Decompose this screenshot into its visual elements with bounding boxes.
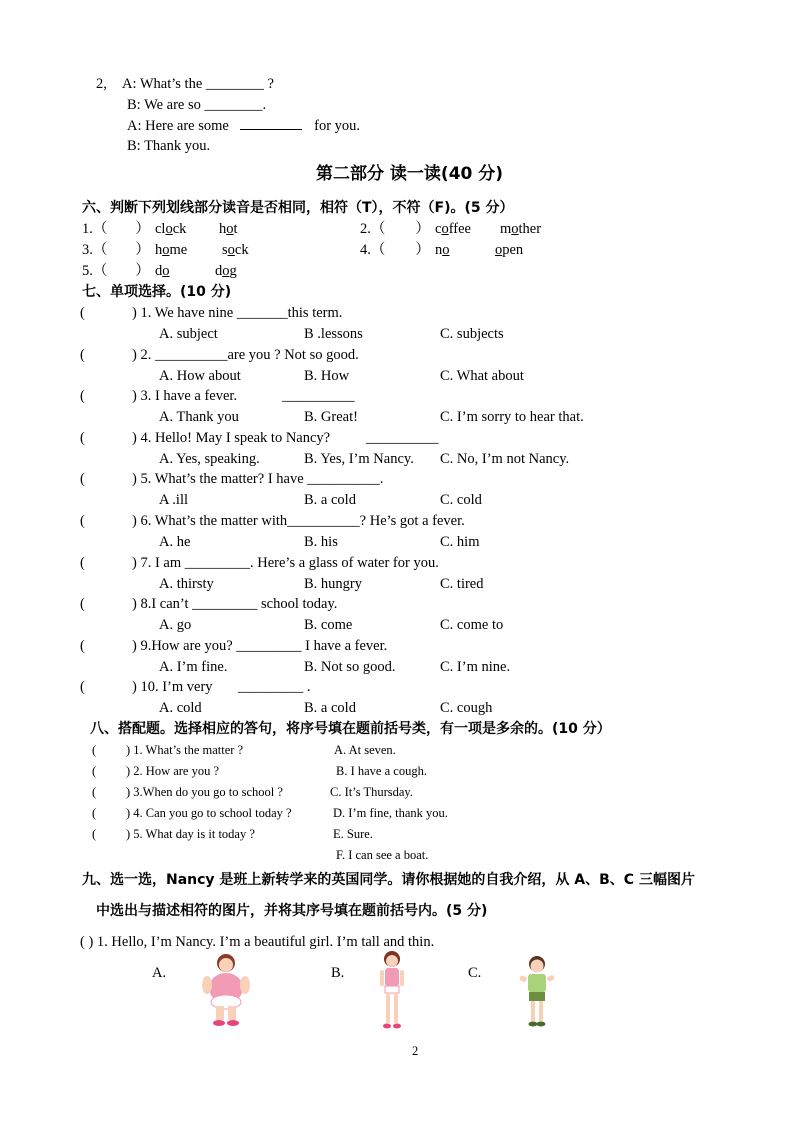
phonics-word-sock: sock [222, 242, 249, 258]
dialog-line-3 [127, 116, 360, 135]
phonics-word-no: no [435, 242, 450, 258]
option-a[interactable]: A. I’m fine. [159, 658, 228, 675]
dialog-line-3-end: for you. [314, 118, 361, 134]
phonics-word-home: home [155, 242, 188, 258]
option-b-label: B. [331, 965, 345, 981]
answer-paren-open[interactable]: ( [80, 388, 85, 405]
matching-answer: D. I’m fine, thank you. [333, 806, 448, 820]
question-blank: __________ [366, 429, 439, 446]
option-b[interactable]: B. Not so good. [304, 658, 396, 675]
question-text: ) 8.I can’t _________ school today. [132, 596, 338, 613]
question-text: ) 10. I’m very [132, 679, 213, 696]
phonics-item-3 [82, 241, 150, 259]
boy-picture[interactable] [514, 954, 560, 1030]
dialog-line-1: A: What’s the ________ ? [122, 76, 274, 92]
phonics-item-2 [360, 220, 430, 238]
question-text: ) 7. I am _________. Here’s a glass of water for you. [132, 554, 439, 571]
chubby-girl-picture[interactable] [198, 952, 254, 1028]
option-b[interactable]: B. a cold [304, 492, 356, 509]
phonics-word-clock: clock [155, 221, 187, 237]
option-c[interactable]: C. No, I’m not Nancy. [440, 450, 570, 467]
matching-question: ) 5. What day is it today ? [126, 827, 255, 841]
question-text: ) 6. What’s the matter with__________? He’s got a fever. [132, 513, 465, 529]
dialog-line-4: B: Thank you. [127, 138, 211, 154]
question-text: ) 9.How are you? _________ I have a fever. [132, 637, 388, 654]
section-eight-title: 八、搭配题。选择相应的答句，将序号填在题前括号类，有一项是多余的。(10 分） [90, 721, 611, 737]
question-text: ) 5. What’s the matter? I have __________. [132, 471, 384, 488]
matching-question: ) 2. How are you ? [126, 764, 220, 778]
bracket-close: ） [415, 221, 430, 237]
answer-blank[interactable] [240, 116, 302, 130]
item-number: 5.（ [82, 263, 108, 279]
answer-paren-open[interactable]: ( [80, 554, 85, 571]
phonics-word-open: open [495, 242, 524, 258]
option-c[interactable]: C. What about [440, 367, 524, 384]
answer-paren-open[interactable]: ( [80, 513, 85, 529]
option-b[interactable]: B .lessons [304, 326, 363, 342]
matching-answer: E. Sure. [333, 827, 373, 841]
option-a[interactable]: A. Thank you [159, 409, 239, 426]
option-c[interactable]: C. subjects [440, 326, 504, 342]
question-text: ) 2. __________are you ? Not so good. [132, 346, 359, 363]
answer-paren-open[interactable]: ( [80, 346, 85, 363]
phonics-item-5 [82, 262, 150, 280]
matching-answer: F. I can see a boat. [336, 848, 429, 862]
question-text: ) 4. Hello! May I speak to Nancy? [132, 429, 331, 446]
section-nine-title-line-1: 九、选一选，Nancy 是班上新转学来的英国同学。请你根据她的自我介绍，从 A、B、C 三幅图片 [82, 872, 695, 888]
thin-girl-picture[interactable] [372, 950, 412, 1032]
matching-answer: B. I have a cough. [336, 764, 427, 778]
matching-question: ) 1. What’s the matter ? [126, 743, 244, 757]
answer-paren-open[interactable]: ( [80, 637, 85, 654]
matching-answer: A. At seven. [334, 743, 396, 757]
option-a[interactable]: A. he [159, 534, 191, 550]
dialog-line-2: B: We are so ________. [127, 97, 267, 113]
option-c-label: C. [468, 965, 482, 981]
question-blank: __________ [282, 388, 355, 405]
option-b[interactable]: B. hungry [304, 575, 362, 592]
question-text: ) 3. I have a fever. [132, 388, 238, 405]
bracket-close: ） [135, 221, 150, 237]
section-nine-title-line-2: 中选出与描述相符的图片，并将其序号填在题前括号内。(5 分) [96, 903, 488, 919]
option-c[interactable]: C. cough [440, 700, 493, 717]
section-seven-title: 七、单项选择。(10 分) [82, 284, 232, 300]
answer-paren-open[interactable]: ( [92, 827, 97, 841]
phonics-word-coffee: coffee [435, 221, 471, 237]
bracket-close: ） [135, 242, 150, 258]
answer-paren-open[interactable]: ( [92, 806, 97, 820]
matching-question: ) 4. Can you go to school today ? [126, 806, 292, 820]
answer-paren-open[interactable]: ( [80, 429, 85, 446]
option-b[interactable]: B. How [304, 367, 350, 384]
answer-paren-open[interactable]: ( [92, 743, 97, 757]
phonics-item-4 [360, 241, 430, 259]
option-b[interactable]: B. Great! [304, 409, 358, 426]
option-b[interactable]: B. a cold [304, 700, 356, 717]
option-a[interactable]: A. Yes, speaking. [159, 450, 260, 467]
option-c[interactable]: C. him [440, 534, 480, 550]
phonics-word-dog: dog [215, 263, 237, 279]
phonics-word-do: do [155, 263, 170, 279]
item-number: 4.（ [360, 242, 386, 258]
option-a[interactable]: A. go [159, 617, 192, 634]
phonics-word-hot: hot [219, 221, 238, 237]
dialog-number: 2, [96, 76, 107, 92]
answer-paren-open[interactable]: ( [80, 679, 85, 696]
answer-paren-open[interactable]: ( [80, 596, 85, 613]
matching-answer: C. It’s Thursday. [330, 785, 413, 799]
option-a[interactable]: A. thirsty [159, 575, 214, 592]
bracket-close: ） [415, 242, 430, 258]
question-blank: _________ . [238, 679, 311, 696]
picture-question: ( ) 1. Hello, I’m Nancy. I’m a beautiful girl. I’m tall and thin. [80, 934, 435, 950]
option-b[interactable]: B. Yes, I’m Nancy. [304, 450, 414, 467]
option-b[interactable]: B. his [304, 534, 338, 550]
item-number: 2.（ [360, 221, 386, 237]
answer-paren-open[interactable]: ( [92, 764, 97, 778]
option-c[interactable]: C. I’m nine. [440, 658, 511, 675]
phonics-item-1 [82, 220, 150, 238]
option-a[interactable]: A. How about [159, 367, 241, 384]
item-number: 1.（ [82, 221, 108, 237]
phonics-word-mother: mother [500, 221, 542, 237]
option-a-label: A. [152, 965, 167, 981]
dialog-line-3-start: A: Here are some [127, 118, 229, 134]
option-a[interactable]: A. cold [159, 700, 202, 717]
question-text: ) 1. We have nine _______this term. [132, 305, 343, 321]
section-six-title: 六、判断下列划线部分读音是否相同，相符（T），不符（F)。(5 分） [82, 200, 514, 216]
part-two-title: 第二部分 读一读(40 分) [316, 164, 504, 184]
option-a[interactable]: A. subject [159, 326, 218, 342]
option-a[interactable]: A .ill [159, 492, 189, 509]
option-b[interactable]: B. come [304, 617, 353, 634]
page-number: 2 [412, 1044, 419, 1058]
answer-paren-open[interactable]: ( [92, 785, 97, 799]
item-number: 3.（ [82, 242, 108, 258]
option-c[interactable]: C. tired [440, 575, 484, 592]
matching-question: ) 3.When do you go to school ? [126, 785, 283, 799]
option-c[interactable]: C. cold [440, 492, 482, 509]
bracket-close: ） [135, 263, 150, 279]
option-c[interactable]: C. come to [440, 617, 504, 634]
answer-paren-open[interactable]: ( [80, 305, 85, 321]
answer-paren-open[interactable]: ( [80, 471, 85, 488]
option-c[interactable]: C. I’m sorry to hear that. [440, 409, 584, 426]
